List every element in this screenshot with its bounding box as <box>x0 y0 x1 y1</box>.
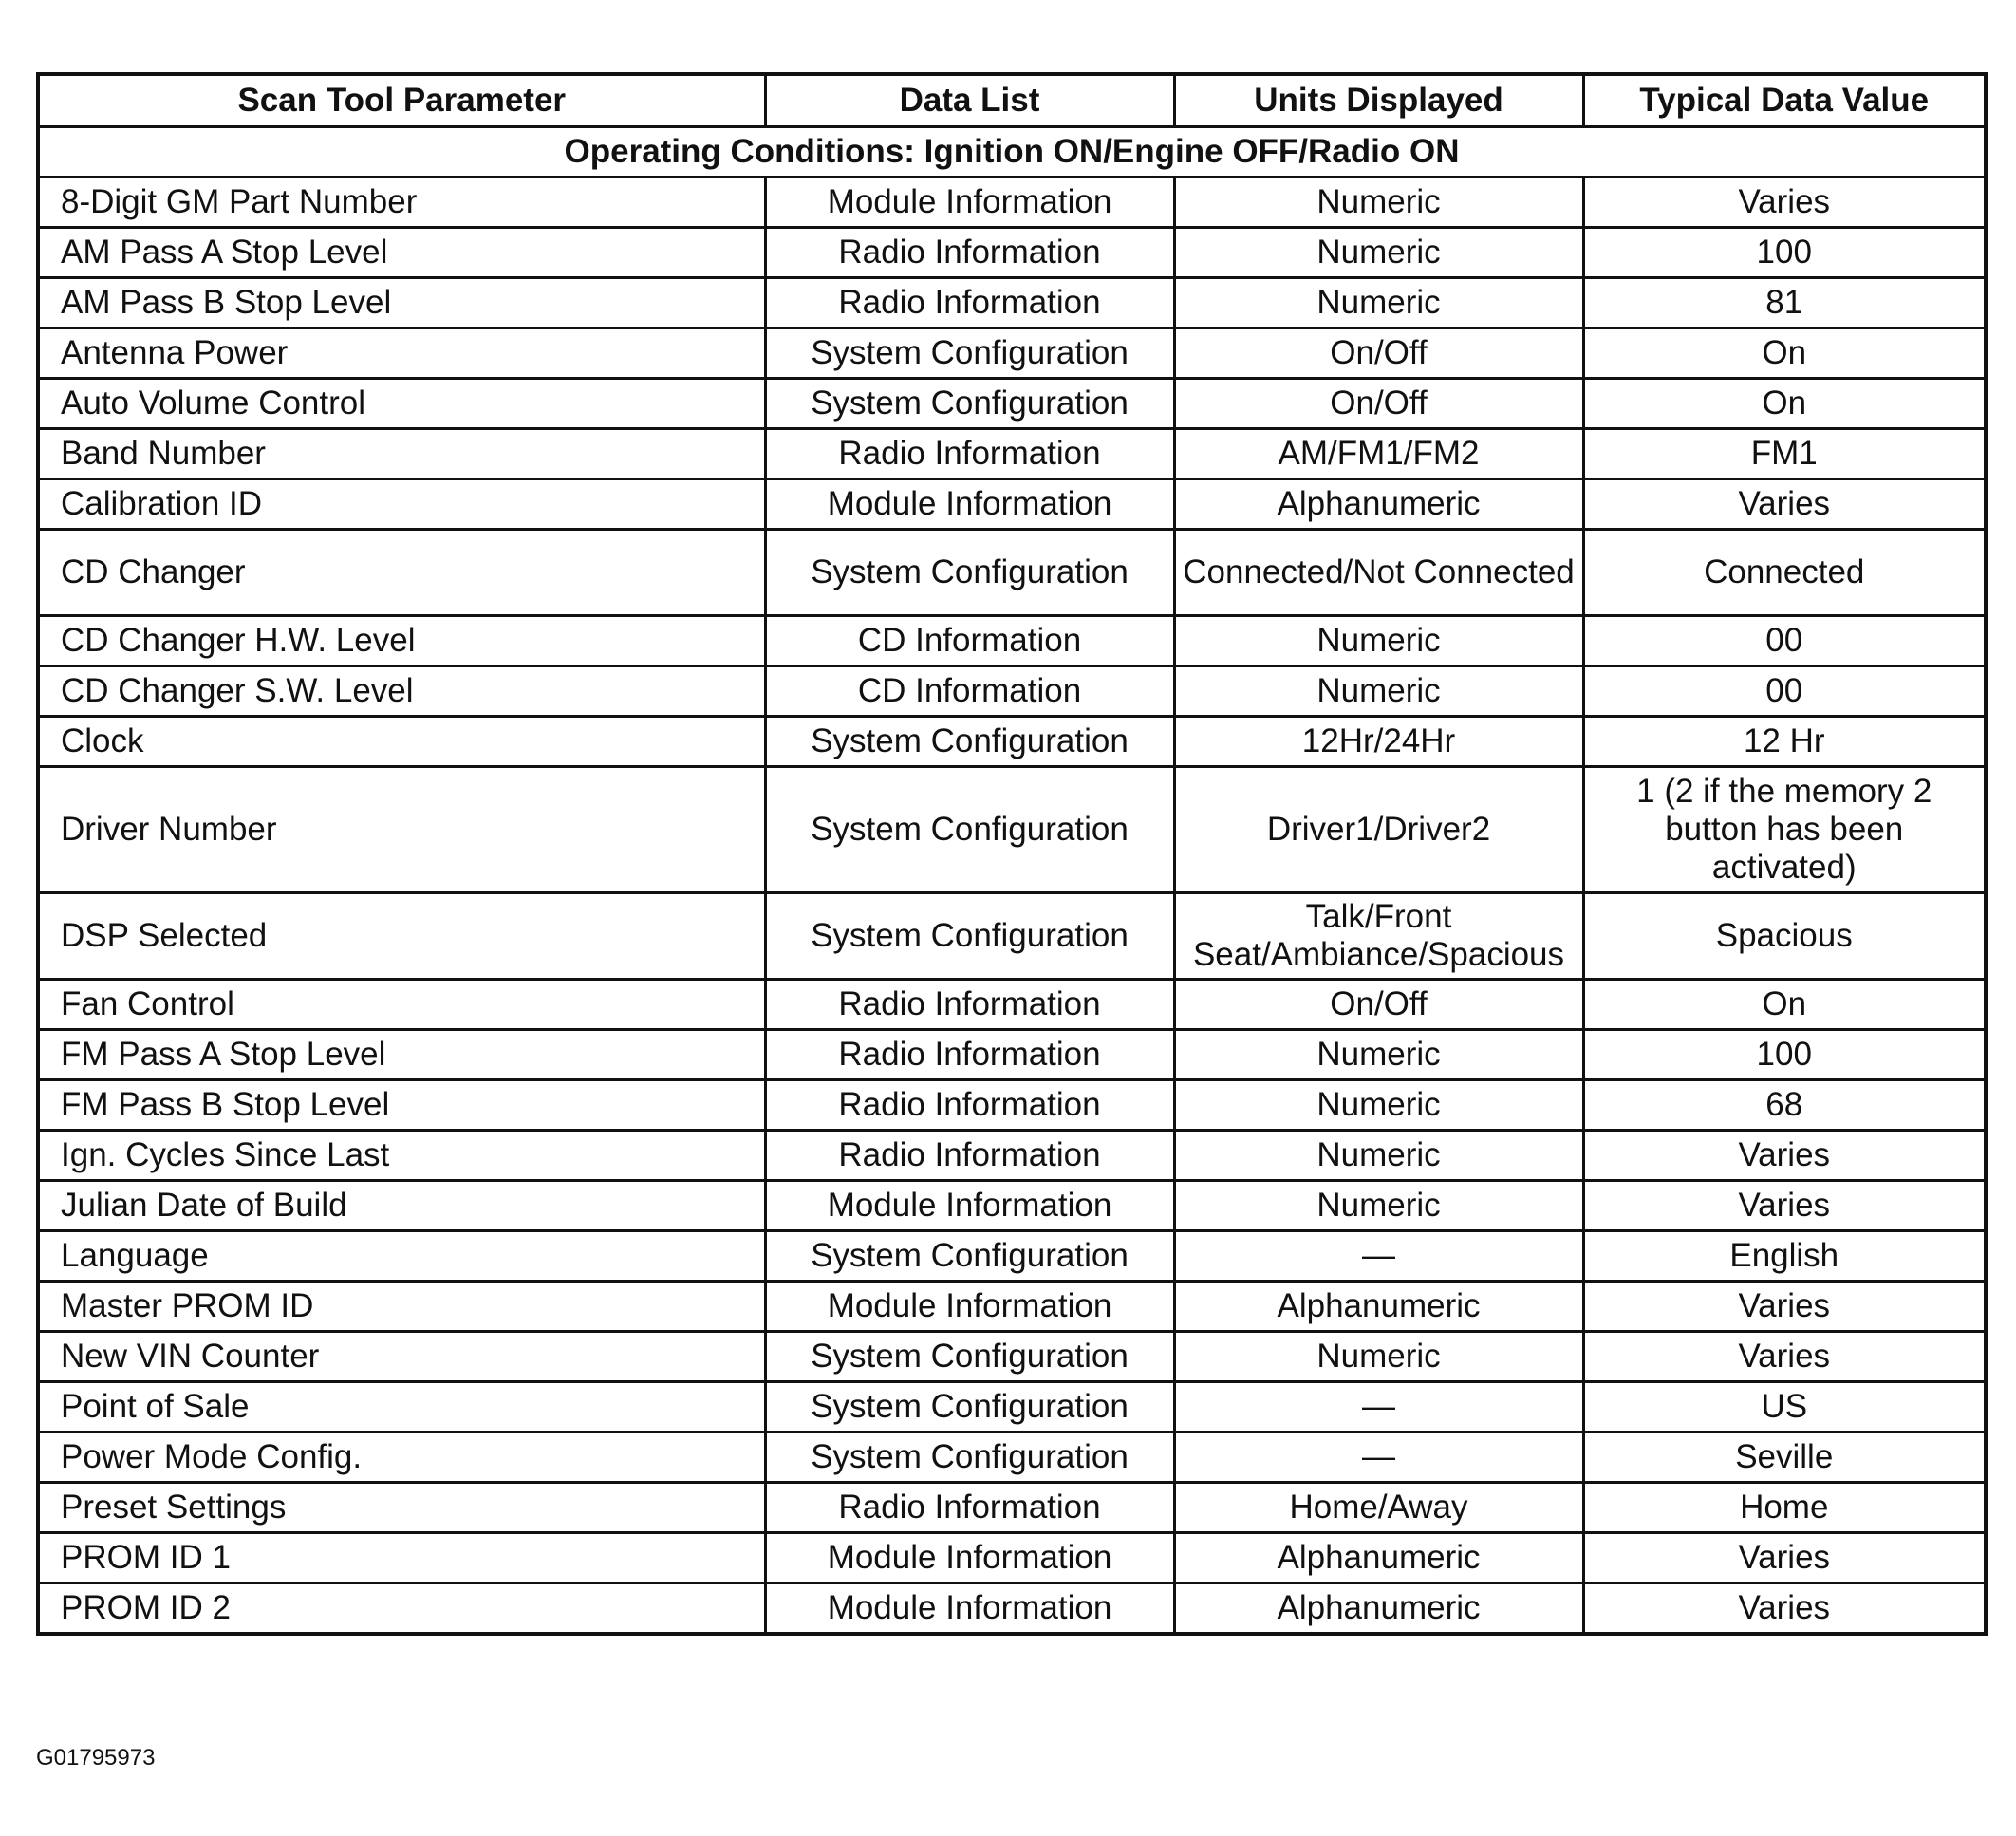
cell-data-list: Radio Information <box>765 429 1174 479</box>
operating-conditions: Operating Conditions: Ignition ON/Engine OFF/Radio ON <box>38 127 1986 178</box>
table-row <box>38 1483 1986 1533</box>
cell-parameter: Fan Control <box>38 980 765 1030</box>
table-row <box>38 1332 1986 1382</box>
cell-typical-value: 1 (2 if the memory 2 button has been activated) <box>1583 767 1986 893</box>
cell-units-displayed: Connected/Not Connected <box>1174 530 1583 616</box>
table-row <box>38 1030 1986 1080</box>
cell-typical-value: Varies <box>1583 1282 1986 1332</box>
cell-units-displayed: Numeric <box>1174 178 1583 228</box>
cell-typical-value: US <box>1583 1382 1986 1433</box>
table-row <box>38 479 1986 530</box>
table-row <box>38 1433 1986 1483</box>
cell-data-list: Module Information <box>765 479 1174 530</box>
cell-typical-value: 00 <box>1583 666 1986 717</box>
cell-data-list: Module Information <box>765 1583 1174 1635</box>
table-row <box>38 1231 1986 1282</box>
table-row <box>38 1080 1986 1131</box>
cell-units-displayed: Numeric <box>1174 1181 1583 1231</box>
cell-parameter: Driver Number <box>38 767 765 893</box>
cell-parameter: Antenna Power <box>38 328 765 379</box>
table-row <box>38 328 1986 379</box>
header-data-list: Data List <box>765 74 1174 127</box>
table-row <box>38 278 1986 328</box>
cell-typical-value: Seville <box>1583 1433 1986 1483</box>
cell-parameter: New VIN Counter <box>38 1332 765 1382</box>
table-row <box>38 717 1986 767</box>
table-row <box>38 530 1986 616</box>
cell-units-displayed: Numeric <box>1174 1332 1583 1382</box>
cell-typical-value: 81 <box>1583 278 1986 328</box>
cell-parameter: Julian Date of Build <box>38 1181 765 1231</box>
cell-units-displayed: On/Off <box>1174 980 1583 1030</box>
cell-parameter: Auto Volume Control <box>38 379 765 429</box>
cell-data-list: System Configuration <box>765 717 1174 767</box>
cell-units-displayed: 12Hr/24Hr <box>1174 717 1583 767</box>
cell-typical-value: Varies <box>1583 178 1986 228</box>
cell-typical-value: Varies <box>1583 1533 1986 1583</box>
cell-data-list: Radio Information <box>765 1131 1174 1181</box>
cell-parameter: FM Pass A Stop Level <box>38 1030 765 1080</box>
cell-data-list: Radio Information <box>765 228 1174 278</box>
cell-typical-value: Varies <box>1583 479 1986 530</box>
cell-typical-value: 100 <box>1583 228 1986 278</box>
table-row <box>38 1131 1986 1181</box>
cell-typical-value: On <box>1583 328 1986 379</box>
table-row <box>38 980 1986 1030</box>
figure-id: G01795973 <box>36 1745 156 1770</box>
cell-parameter: CD Changer H.W. Level <box>38 616 765 666</box>
cell-units-displayed: Driver1/Driver2 <box>1174 767 1583 893</box>
header-row <box>38 74 1986 127</box>
cell-units-displayed: Numeric <box>1174 228 1583 278</box>
cell-typical-value: 100 <box>1583 1030 1986 1080</box>
cell-data-list: Radio Information <box>765 1030 1174 1080</box>
cell-typical-value: Varies <box>1583 1332 1986 1382</box>
table-row <box>38 767 1986 893</box>
cell-parameter: Band Number <box>38 429 765 479</box>
cell-typical-value: On <box>1583 980 1986 1030</box>
header-units-displayed: Units Displayed <box>1174 74 1583 127</box>
cell-units-displayed: Numeric <box>1174 616 1583 666</box>
cell-data-list: System Configuration <box>765 1433 1174 1483</box>
cell-data-list: System Configuration <box>765 379 1174 429</box>
cell-units-displayed: — <box>1174 1433 1583 1483</box>
cell-parameter: 8-Digit GM Part Number <box>38 178 765 228</box>
cell-units-displayed: On/Off <box>1174 379 1583 429</box>
table-row <box>38 379 1986 429</box>
table-row <box>38 1583 1986 1635</box>
cell-units-displayed: AM/FM1/FM2 <box>1174 429 1583 479</box>
cell-units-displayed: Alphanumeric <box>1174 479 1583 530</box>
cell-typical-value: Connected <box>1583 530 1986 616</box>
cell-data-list: CD Information <box>765 616 1174 666</box>
cell-data-list: System Configuration <box>765 767 1174 893</box>
header-typical-data-value: Typical Data Value <box>1583 74 1986 127</box>
cell-data-list: System Configuration <box>765 530 1174 616</box>
cell-typical-value: Varies <box>1583 1131 1986 1181</box>
table-body <box>38 127 1986 1635</box>
cell-data-list: Radio Information <box>765 278 1174 328</box>
cell-parameter: Clock <box>38 717 765 767</box>
table-header <box>38 74 1986 127</box>
cell-units-displayed: — <box>1174 1382 1583 1433</box>
cell-typical-value: Home <box>1583 1483 1986 1533</box>
table-row <box>38 1533 1986 1583</box>
scan-tool-data-table <box>36 72 1988 1636</box>
cell-typical-value: On <box>1583 379 1986 429</box>
cell-units-displayed: Numeric <box>1174 278 1583 328</box>
cell-parameter: PROM ID 2 <box>38 1583 765 1635</box>
cell-parameter: Master PROM ID <box>38 1282 765 1332</box>
cell-units-displayed: Numeric <box>1174 666 1583 717</box>
cell-data-list: CD Information <box>765 666 1174 717</box>
cell-typical-value: Varies <box>1583 1583 1986 1635</box>
cell-parameter: Calibration ID <box>38 479 765 530</box>
cell-units-displayed: Talk/Front Seat/Ambiance/Spacious <box>1174 893 1583 980</box>
header-scan-tool-parameter: Scan Tool Parameter <box>38 74 765 127</box>
cell-units-displayed: Numeric <box>1174 1131 1583 1181</box>
cell-parameter: Point of Sale <box>38 1382 765 1433</box>
cell-parameter: PROM ID 1 <box>38 1533 765 1583</box>
cell-parameter: Power Mode Config. <box>38 1433 765 1483</box>
cell-data-list: Radio Information <box>765 1080 1174 1131</box>
operating-conditions-row <box>38 127 1986 178</box>
cell-units-displayed: Alphanumeric <box>1174 1583 1583 1635</box>
cell-data-list: System Configuration <box>765 328 1174 379</box>
cell-units-displayed: — <box>1174 1231 1583 1282</box>
table-row <box>38 616 1986 666</box>
cell-parameter: AM Pass A Stop Level <box>38 228 765 278</box>
cell-units-displayed: Numeric <box>1174 1080 1583 1131</box>
cell-data-list: Radio Information <box>765 980 1174 1030</box>
table-row <box>38 429 1986 479</box>
cell-data-list: Module Information <box>765 1181 1174 1231</box>
cell-units-displayed: Alphanumeric <box>1174 1533 1583 1583</box>
cell-parameter: AM Pass B Stop Level <box>38 278 765 328</box>
cell-typical-value: 68 <box>1583 1080 1986 1131</box>
table-row <box>38 1181 1986 1231</box>
table-row <box>38 178 1986 228</box>
table-row <box>38 893 1986 980</box>
cell-parameter: DSP Selected <box>38 893 765 980</box>
cell-data-list: System Configuration <box>765 1332 1174 1382</box>
cell-typical-value: Spacious <box>1583 893 1986 980</box>
cell-typical-value: 00 <box>1583 616 1986 666</box>
cell-data-list: Module Information <box>765 1533 1174 1583</box>
cell-typical-value: Varies <box>1583 1181 1986 1231</box>
table-row <box>38 1382 1986 1433</box>
cell-units-displayed: Home/Away <box>1174 1483 1583 1533</box>
table-row <box>38 228 1986 278</box>
cell-data-list: System Configuration <box>765 893 1174 980</box>
cell-data-list: System Configuration <box>765 1382 1174 1433</box>
cell-units-displayed: Alphanumeric <box>1174 1282 1583 1332</box>
cell-data-list: Module Information <box>765 1282 1174 1332</box>
cell-data-list: Module Information <box>765 178 1174 228</box>
cell-parameter: Language <box>38 1231 765 1282</box>
cell-parameter: Ign. Cycles Since Last <box>38 1131 765 1181</box>
cell-units-displayed: Numeric <box>1174 1030 1583 1080</box>
table-row <box>38 666 1986 717</box>
cell-typical-value: English <box>1583 1231 1986 1282</box>
cell-parameter: Preset Settings <box>38 1483 765 1533</box>
cell-data-list: System Configuration <box>765 1231 1174 1282</box>
table-row <box>38 1282 1986 1332</box>
cell-data-list: Radio Information <box>765 1483 1174 1533</box>
cell-units-displayed: On/Off <box>1174 328 1583 379</box>
cell-typical-value: 12 Hr <box>1583 717 1986 767</box>
cell-typical-value: FM1 <box>1583 429 1986 479</box>
cell-parameter: CD Changer <box>38 530 765 616</box>
cell-parameter: CD Changer S.W. Level <box>38 666 765 717</box>
cell-parameter: FM Pass B Stop Level <box>38 1080 765 1131</box>
